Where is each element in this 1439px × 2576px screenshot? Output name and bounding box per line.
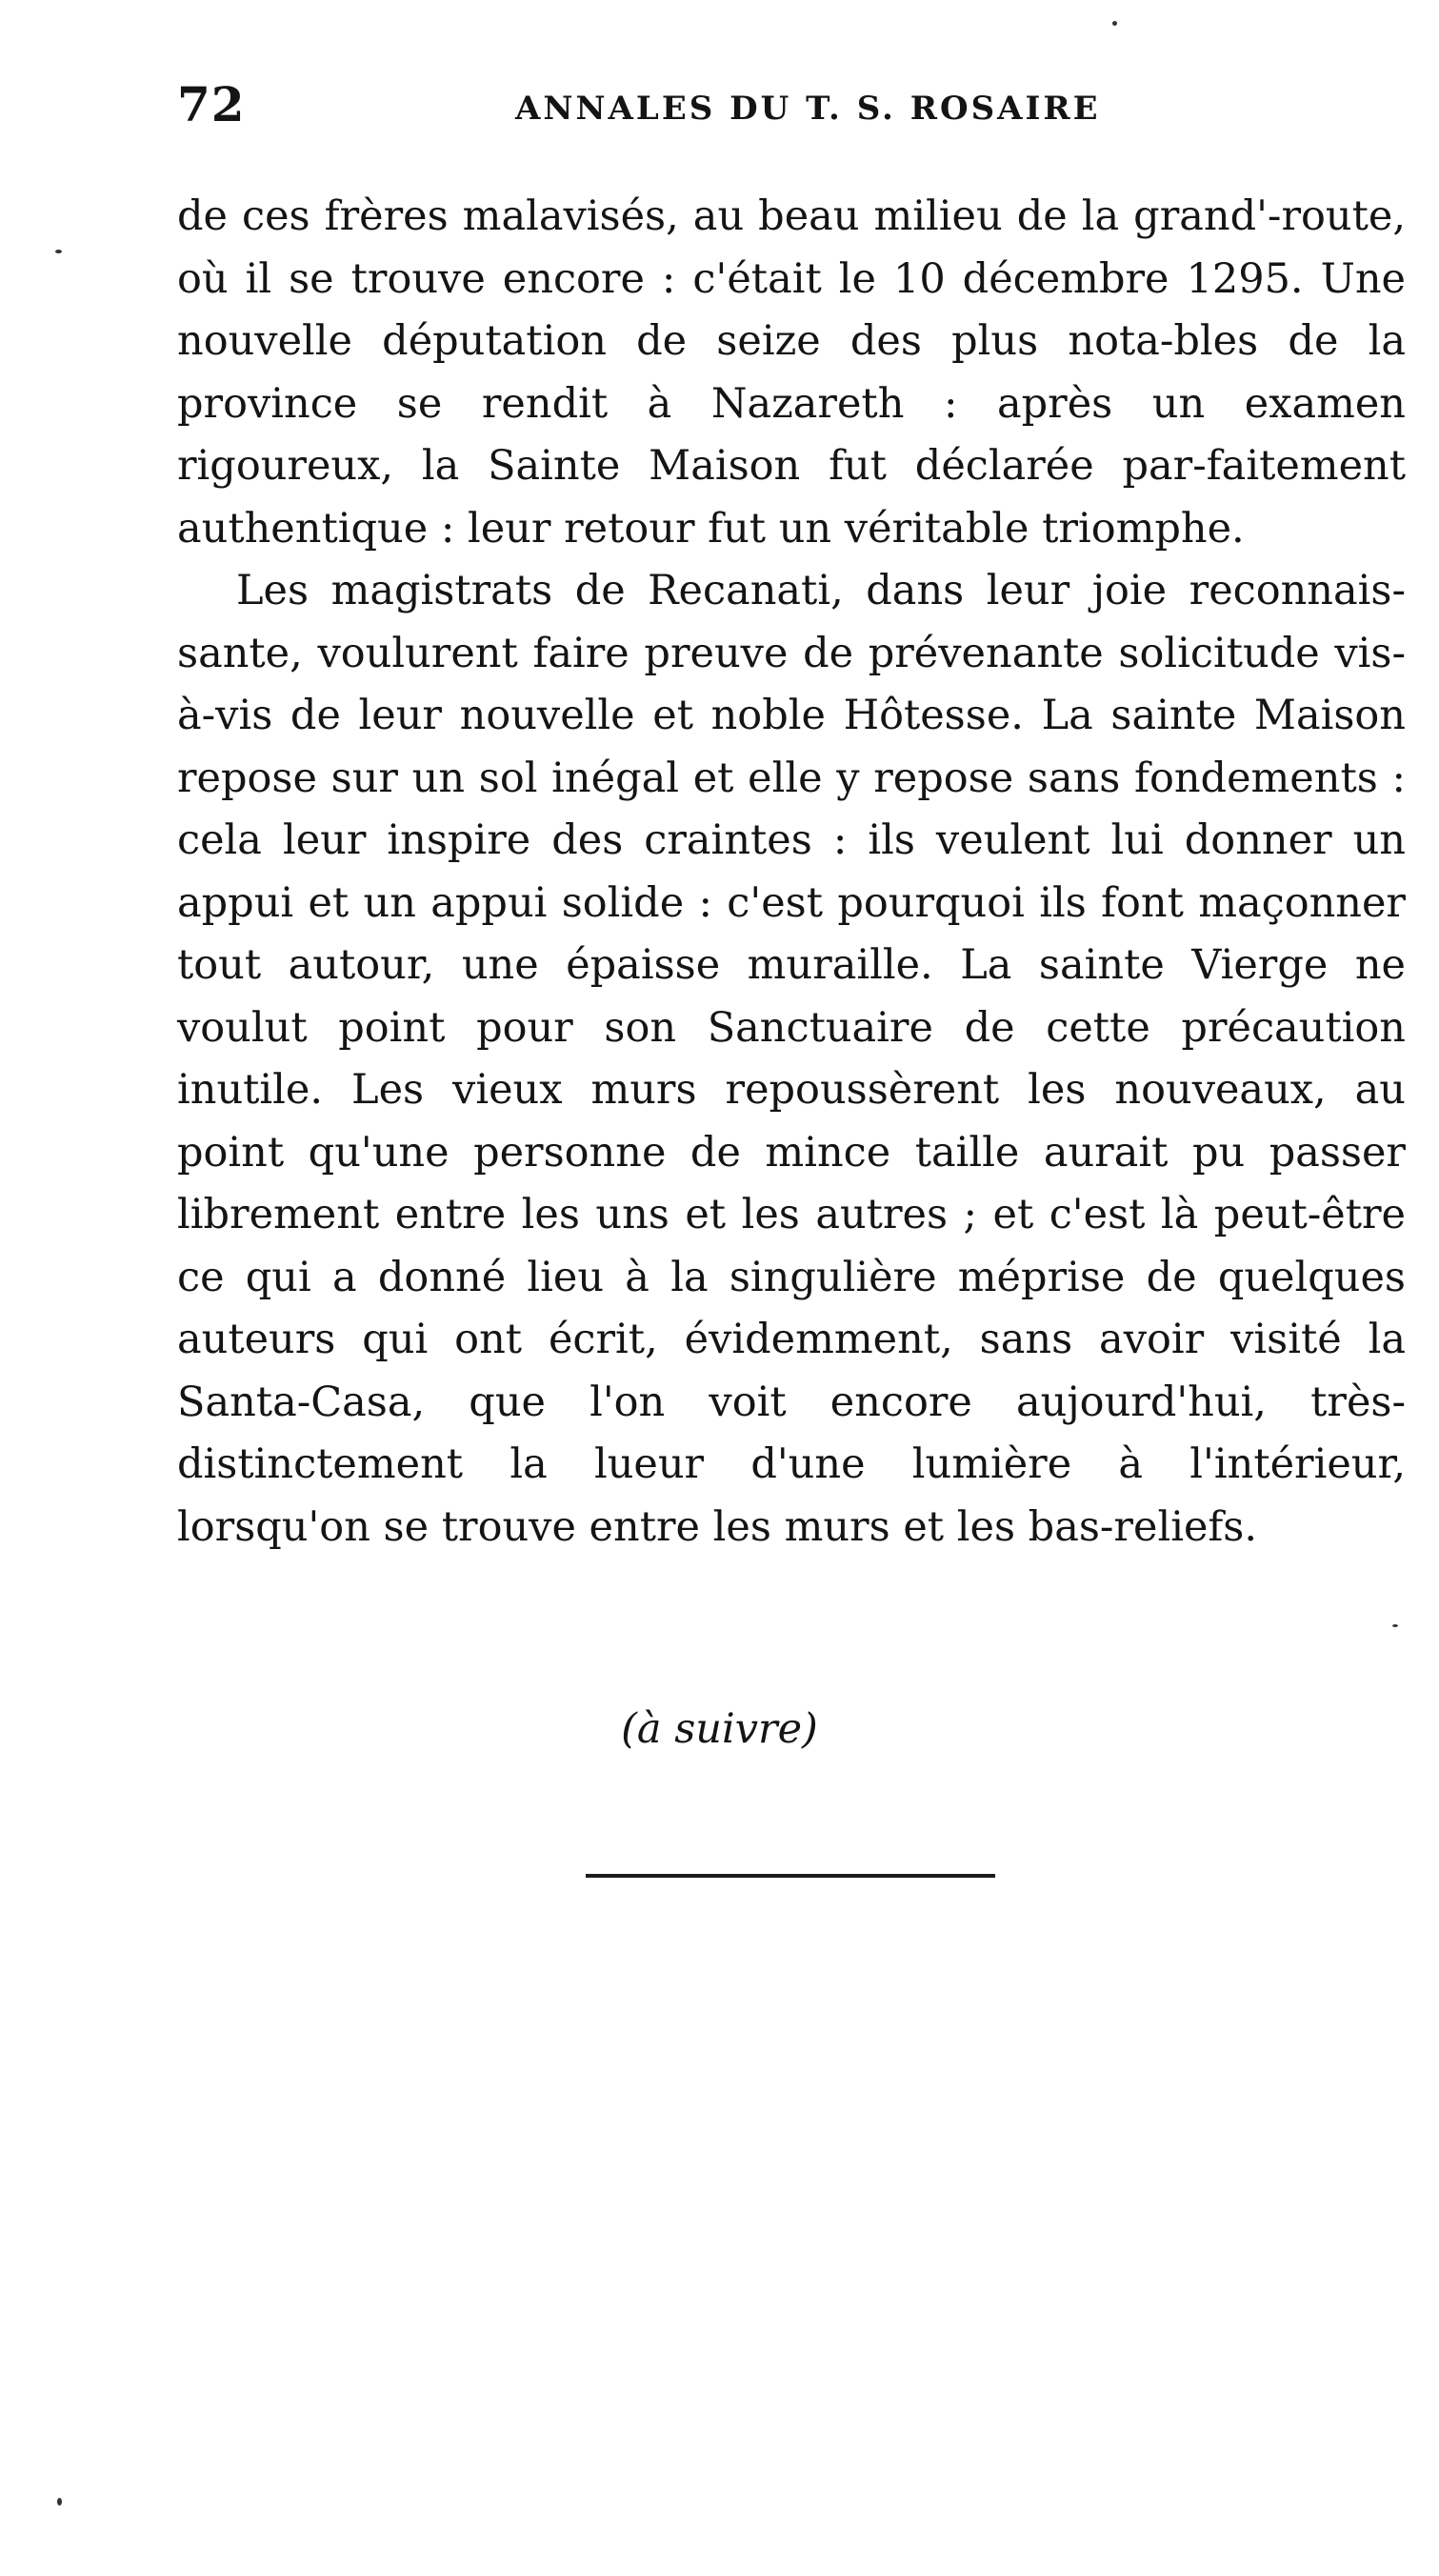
paragraph-continued: de ces frères malavisés, au beau milieu de la grand'-route, où il se trouve encore : c'était le 10 décembre 1295. Une nouvelle députation de seize des plus nota-bles de la province se rendit à Nazareth : après un examen rigoureux, la Sainte Maison fut déclarée par-faitement authentique : leur retour fut un véritable triomphe. <box>177 192 1406 553</box>
continuation-note: (à suivre) <box>621 1705 818 1753</box>
print-speck <box>57 2498 62 2506</box>
running-head <box>177 76 1415 143</box>
page-number: 72 <box>177 76 246 132</box>
paragraph-magistrats: Les magistrats de Recanati, dans leur joie reconnais-sante, voulurent faire preuve de prévenante solicitude vis-à-vis de leur nouvelle et noble Hôtesse. La sainte Maison repose sur un sol inégal et elle y repose sans fondements : cela leur inspire des craintes : ils veulent lui donner un appui et un appui solide : c'est pourquoi ils font maçonner tout autour, une épaisse muraille. La sainte Vierge ne voulut point pour son Sanctuaire de cette précaution inutile. Les vieux murs repoussèrent les nouveaux, au point qu'une personne de mince taille aurait pu passer librement entre les uns et les autres ; et c'est là peut-être ce qui a donné lieu à la singulière méprise de quelques auteurs qui ont écrit, évidemment, sans avoir visité la Santa-Casa, que l'on voit encore aujourd'hui, très-distinctement la lueur d'une lumière à l'intérieur, lorsqu'on se trouve entre les murs et les bas-reliefs. <box>177 567 1406 1551</box>
print-speck <box>1112 21 1117 26</box>
body-text <box>177 186 1406 1559</box>
running-title: ANNALES DU T. S. ROSAIRE <box>515 90 1101 128</box>
print-speck <box>55 250 62 253</box>
print-speck <box>1392 1624 1398 1627</box>
end-rule <box>586 1874 995 1878</box>
